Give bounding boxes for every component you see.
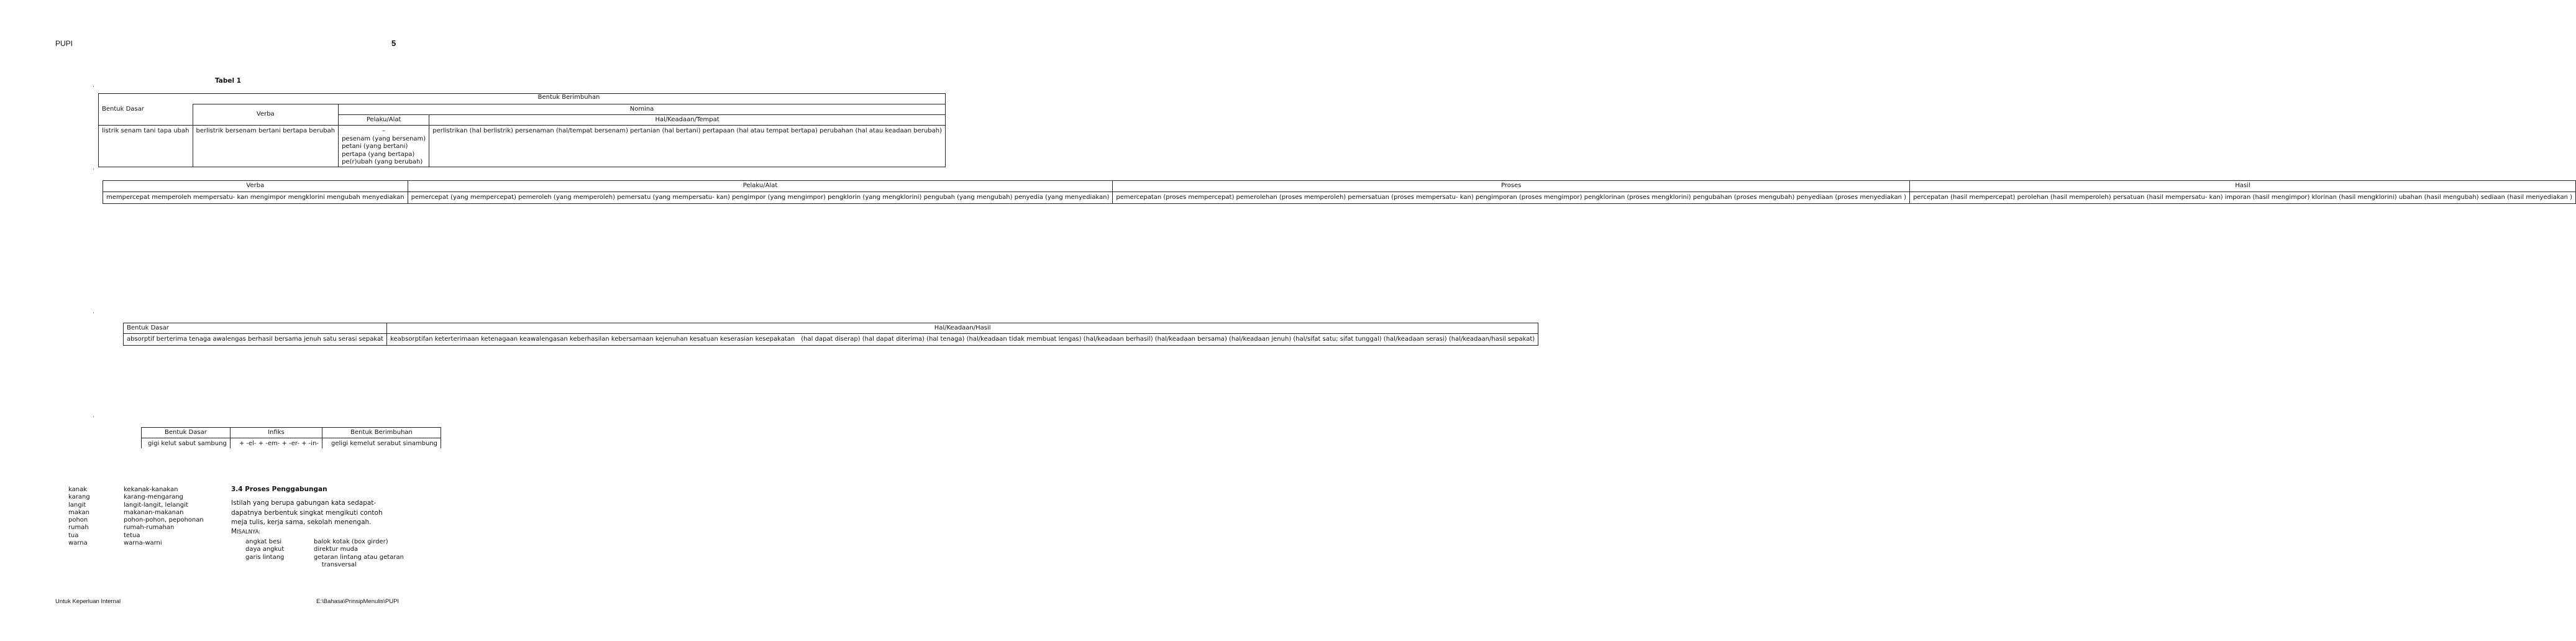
- header-pelaku-alat: Pelaku/Alat: [408, 181, 1113, 192]
- header-bentuk-berimbuhan: Bentuk Berimbuhan: [193, 94, 945, 104]
- header-left: PUPI: [55, 39, 73, 48]
- pelaku-list: [342, 127, 426, 167]
- column-hasil: percepatan (hasil mempercepat) perolehan (hasil memperoleh) persatuan (hasil mempersatu- kan) imporan (hasil mengimpor) klorinan (hasil mengklorini) ubahan (hasil mengubah) sediaan (hasil menyediakan ): [1910, 192, 2576, 204]
- header-infiks: Infiks: [230, 428, 322, 438]
- column-verba: mempercepat memperoleh mempersatu- kan mengimpor mengklorini mengubah menyediakan: [103, 192, 408, 204]
- header-verba: Verba: [103, 181, 408, 192]
- column-hal-keadaan: perlistrikan (hal berlistrik) persenaman (hal/tempat bersenam) pertanian (hal bertani) pertapaan (hal atau tempat bertapa) perubahan (hal atau keadaan berubah): [429, 126, 946, 167]
- column-infiks: + -el- + -em- + -er- + -in-: [230, 438, 322, 448]
- reduplication-derived-list: kekanak-kanakan karang-mengarang langit-langit, lelangit makanan-makanan pohon-pohon, pepohonan rumah-rumahan tetua warna-warni: [124, 486, 204, 547]
- column-verba: berlistrik bersenam bertani bertapa berubah: [193, 126, 339, 167]
- header-hal-keadaan-tempat: Hal/Keadaan/Tempat: [429, 115, 946, 126]
- table-2: [103, 180, 2576, 204]
- column-bentuk-dasar: gigi kelut sabut sambung: [142, 438, 231, 448]
- column-pelaku-alat: pemercepat (yang mempercepat) pemeroleh (yang memperoleh) pemersatu (yang mempersatu- kan) pengimpor (yang mengimpor) pengklorin (yang mengklorini) pengubah (yang mengubah) penyedia (yang menyediakan): [408, 192, 1113, 204]
- section-title: 3.4 Proses Penggabungan: [231, 486, 327, 493]
- page-number: 5: [391, 39, 396, 48]
- pelaku-line: petani (yang bertani): [342, 143, 408, 150]
- pelaku-dash-line: –: [382, 127, 386, 134]
- column-bentuk-dasar: absorptif berterima tenaga awalengas berhasil bersama jenuh satu serasi sepakat: [124, 334, 387, 346]
- header-bentuk-dasar: Bentuk Dasar: [124, 323, 387, 334]
- table-1: [98, 93, 946, 167]
- header-verba: Verba: [193, 104, 339, 126]
- misalnya-label: [231, 527, 260, 538]
- pelaku-line: pesenam (yang bersenam): [342, 135, 426, 142]
- section-body: Istilah yang berupa gabungan kata sedapat-dapatnya berbentuk singkat mengikuti contoh meja tulis, kerja sama, sekolah menengah.: [231, 499, 383, 526]
- header-hal-keadaan-hasil: Hal/Keadaan/Hasil: [387, 323, 1538, 334]
- bullet-marker: ˙: [92, 168, 95, 175]
- footer-right: E:\Bahasa\PrinsipMenulis\PUPI: [316, 598, 400, 605]
- column-bentuk-berimbuhan: geligi kemelut serabut sinambung: [322, 438, 441, 448]
- column-bentuk-dasar: listrik senam tani tapa ubah: [99, 126, 193, 167]
- misalnya-rest: ISALNYA:: [237, 529, 261, 535]
- pelaku-line: pertapa (yang bertapa): [342, 150, 415, 158]
- header-bentuk-dasar: Bentuk Dasar: [99, 94, 193, 126]
- misalnya-initial: M: [231, 528, 237, 535]
- reduplication-base-list: kanak karang langit makan pohon rumah tua warna: [68, 486, 90, 547]
- header-nomina: Nomina: [339, 104, 946, 115]
- pelaku-line: pe(r)ubah (yang berubah): [342, 159, 423, 165]
- header-hasil: Hasil: [1910, 181, 2576, 192]
- header-pelaku-alat: Pelaku/Alat: [339, 115, 429, 126]
- table-3: [123, 323, 1538, 346]
- header-bentuk-berimbuhan: Bentuk Berimbuhan: [322, 428, 441, 438]
- footer-left: Untuk Keperluan Internal: [55, 598, 121, 605]
- column-pelaku-alat: [339, 126, 429, 167]
- table-caption: Tabel 1: [215, 77, 242, 85]
- examples-left: angkat besi daya angkut garis lintang: [245, 538, 285, 561]
- bullet-marker: ˙: [92, 416, 95, 423]
- table-4: [141, 427, 441, 448]
- column-bentuk-ke-an: keabsorptifan keterterimaan ketenagaan keawalengasan keberhasilan kebersamaan kejenuhan kesatuan keserasian kesepakatan: [387, 334, 798, 346]
- header-proses: Proses: [1113, 181, 1910, 192]
- column-hal-keadaan: (hal dapat diserap) (hal dapat diterima) (hal tenaga) (hal/keadaan tidak membuat lengas) (hal/keadaan berhasil) (hal/keadaan bersama) (hal/keadaan jenuh) (hal/sifat satu; sifat tunggal) (hal/keadaan serasi) (hal/keadaan/hasil sepakat): [798, 334, 1538, 346]
- bullet-marker: ˙: [92, 86, 95, 93]
- header-bentuk-dasar: Bentuk Dasar: [142, 428, 231, 438]
- column-proses: pemercepatan (proses mempercepat) pemerolehan (proses memperoleh) pemersatuan (proses mempersatu- kan) pengimporan (proses mengimpor) pengklorinan (proses mengklorini) pengubahan (proses mengubah) penyediaan (proses menyediakan ): [1113, 192, 1910, 204]
- bullet-marker: ˙: [92, 312, 95, 319]
- examples-right: balok kotak (box girder) direktur muda getaran lintang atau getaran transversal: [314, 538, 404, 568]
